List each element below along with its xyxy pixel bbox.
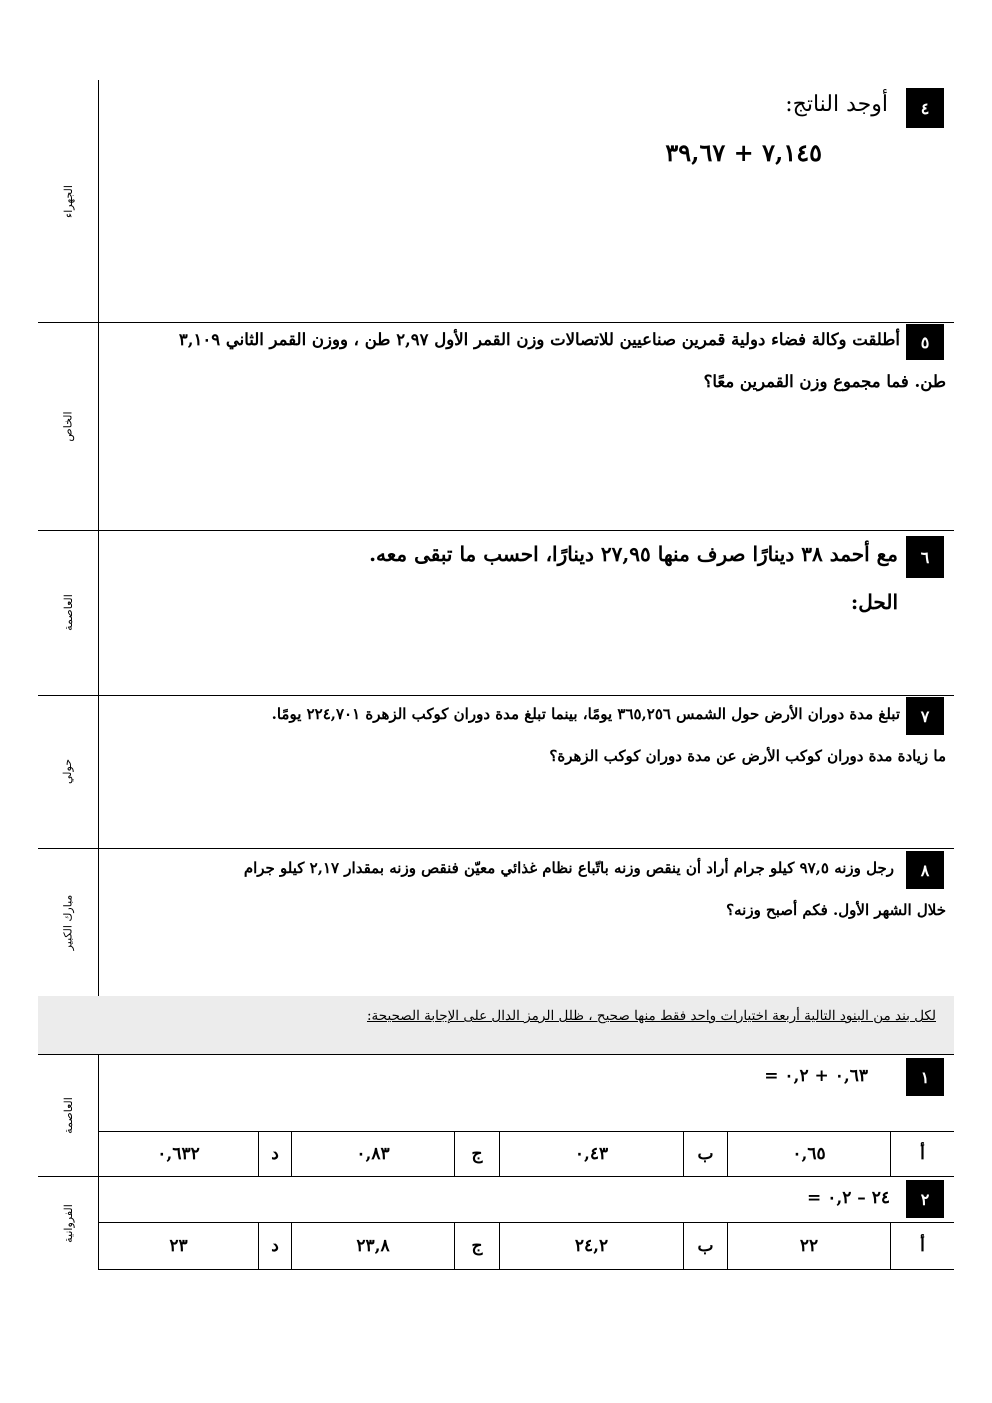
option-letter[interactable]: أ	[920, 1236, 925, 1256]
expression: ٧,١٤٥ + ٣٩,٦٧	[665, 138, 822, 167]
solution-label: الحل:	[850, 590, 898, 614]
region-label: الجهراء	[61, 184, 75, 218]
question-text: ٠,٦٣ + ٠,٢ =	[764, 1066, 868, 1086]
region-label: العاصمة	[61, 594, 75, 631]
option-letter[interactable]: ب	[697, 1144, 714, 1164]
option-value[interactable]: ٠,٨٣	[356, 1144, 390, 1164]
row-divider	[38, 322, 954, 323]
row-divider	[38, 695, 954, 696]
question-number: ٢	[906, 1180, 944, 1218]
region-label: الفروانية	[61, 1203, 75, 1243]
question-text: رجل وزنه ٩٧,٥ كيلو جرام أراد أن ينقص وزنه باتّباع نظام غذائي معيّن فنقص وزنه بمقدار ٢,١٧ كيلو جرام	[243, 859, 894, 877]
option-letter[interactable]: ج	[471, 1236, 483, 1256]
question-number: ٧	[906, 697, 944, 735]
question-number: ٨	[906, 851, 944, 889]
question-text: خلال الشهر الأول. فكم أصبح وزنه؟	[726, 901, 946, 919]
instruction-band	[38, 996, 954, 1054]
options-bottom	[98, 1269, 954, 1270]
question-text: أوجد الناتج:	[785, 92, 888, 117]
option-value[interactable]: ٢٤,٢	[574, 1236, 609, 1256]
options-bottom	[38, 1176, 954, 1177]
region-label: مبارك الكبير	[61, 894, 75, 950]
question-number: ٦	[906, 536, 944, 578]
option-value[interactable]: ٠,٤٣	[574, 1144, 609, 1164]
option-value[interactable]: ٠,٦٣٢	[157, 1144, 200, 1164]
side-divider	[98, 80, 99, 996]
question-text: أطلقت وكالة فضاء دولية قمرين صناعيين للاتصالات وزن القمر الأول ٢,٩٧ طن ، ووزن القمر الثاني ٣,١٠٩	[178, 330, 900, 349]
region-label: حولي	[61, 758, 75, 785]
question-text: ما زيادة مدة دوران كوكب الأرض عن مدة دوران كوكب الزهرة؟	[549, 747, 946, 765]
question-text: تبلغ مدة دوران الأرض حول الشمس ٣٦٥,٢٥٦ يومًا، بينما تبلغ مدة دوران كوكب الزهرة ٢٢٤,٧٠١ يومًا.	[271, 705, 900, 723]
row-divider	[38, 1054, 954, 1055]
region-label: العاصمة	[61, 1096, 75, 1134]
option-value[interactable]: ٢٣	[169, 1236, 188, 1256]
option-letter[interactable]: د	[271, 1236, 279, 1256]
question-text: مع أحمد ٣٨ دينارًا صرف منها ٢٧,٩٥ دينارًا، احسب ما تبقى معه.	[369, 542, 898, 566]
option-letter[interactable]: أ	[920, 1144, 925, 1164]
option-value[interactable]: ٢٣,٨	[356, 1236, 390, 1256]
row-divider	[38, 530, 954, 531]
question-number: ١	[906, 1058, 944, 1096]
option-letter[interactable]: د	[271, 1144, 279, 1164]
instruction-text: لكل بند من البنود التالية أربعة اختيارات واحد فقط منها صحيح ، ظلل الرمز الدال على الإجابة الصحيحة:	[367, 1008, 936, 1024]
option-value[interactable]: ٠,٦٥	[792, 1144, 826, 1164]
row-divider	[38, 848, 954, 849]
question-number: ٤	[906, 88, 944, 128]
question-text: ٢٤ – ٠,٢ =	[807, 1188, 890, 1208]
region-label: الخاص	[61, 410, 75, 442]
option-letter[interactable]: ج	[471, 1144, 483, 1164]
option-letter[interactable]: ب	[697, 1236, 714, 1256]
question-number: ٥	[906, 324, 944, 360]
option-value[interactable]: ٢٢	[799, 1236, 819, 1256]
question-text: طن. فما مجموع وزن القمرين معًا؟	[703, 372, 946, 391]
